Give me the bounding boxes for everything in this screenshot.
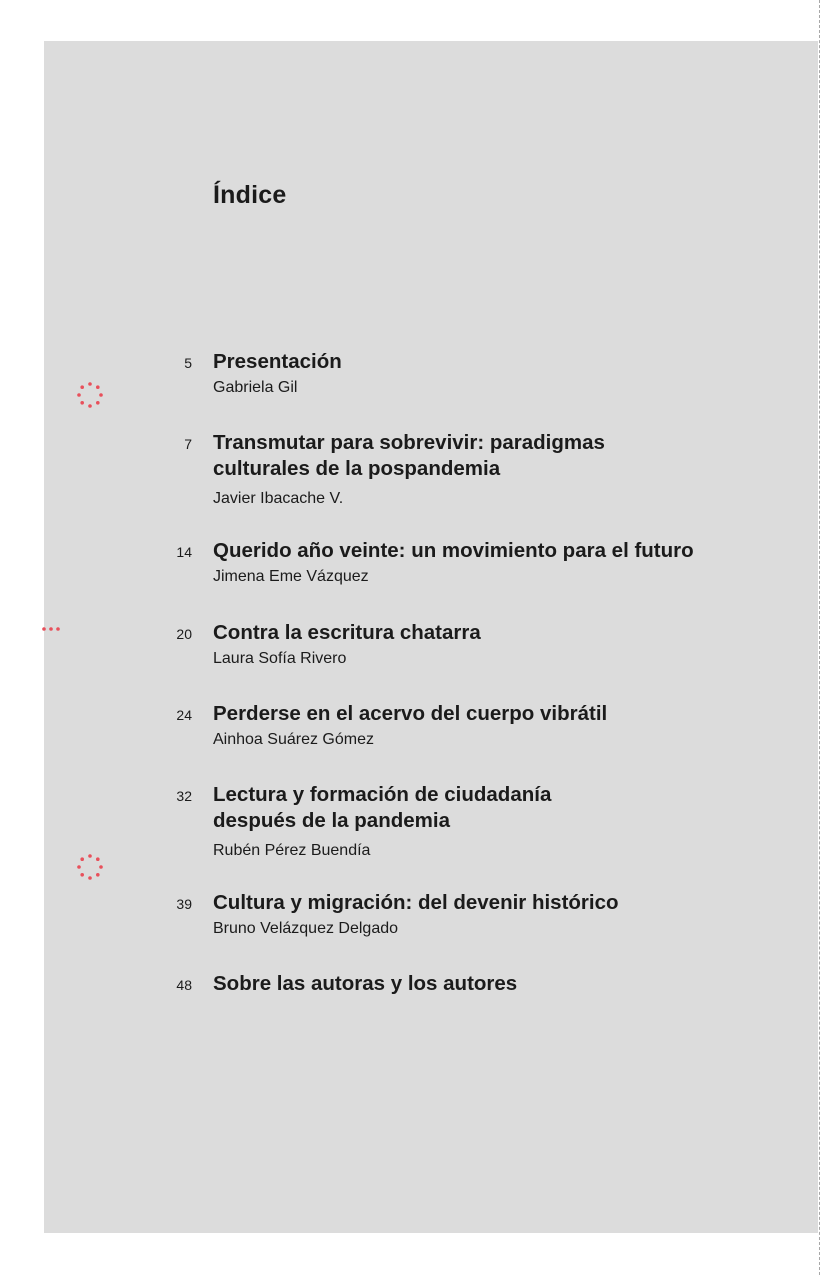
- toc-page-number: 24: [176, 707, 192, 723]
- toc-entry-title: [213, 620, 803, 646]
- toc-entry[interactable]: [44, 430, 818, 516]
- table-of-contents: [44, 41, 818, 1233]
- toc-page-number: 39: [176, 896, 192, 912]
- index-title: Índice: [213, 181, 287, 209]
- toc-entry-title-line: culturales de la pospandemia: [213, 457, 501, 480]
- page-trim-line: [819, 0, 820, 1275]
- toc-entry[interactable]: [44, 349, 818, 405]
- toc-entry[interactable]: [44, 971, 818, 1001]
- toc-entry[interactable]: [44, 782, 818, 868]
- toc-entry-author: Rubén Pérez Buendía: [213, 842, 371, 859]
- toc-entry[interactable]: [44, 620, 818, 676]
- toc-entry-author: Bruno Velázquez Delgado: [213, 920, 399, 937]
- toc-entry-title: [213, 782, 803, 834]
- toc-entry-title-line: Contra la escritura chatarra: [213, 621, 481, 644]
- toc-entry-title: [213, 701, 803, 727]
- toc-entry-title-line: Perderse en el acervo del cuerpo vibrátil: [213, 702, 608, 725]
- toc-entry[interactable]: [44, 890, 818, 946]
- toc-entry-title: [213, 890, 803, 916]
- toc-entry-author: Ainhoa Suárez Gómez: [213, 731, 374, 748]
- toc-entry-title: [213, 430, 803, 482]
- toc-entry-title-line: Presentación: [213, 350, 342, 373]
- dot-circle-ornament: [76, 853, 104, 881]
- toc-entry-title: [213, 538, 803, 564]
- toc-entry-title-line: Sobre las autoras y los autores: [213, 972, 518, 995]
- toc-entry[interactable]: [44, 701, 818, 757]
- toc-entry-author: Javier Ibacache V.: [213, 490, 344, 507]
- toc-entry-title-line: después de la pandemia: [213, 809, 450, 832]
- toc-entry-title-line: Cultura y migración: del devenir histórico: [213, 891, 619, 914]
- toc-entry[interactable]: [44, 538, 818, 594]
- toc-entry-author: Laura Sofía Rivero: [213, 650, 347, 667]
- toc-page-number: 20: [176, 626, 192, 642]
- toc-entry-title-line: Querido año veinte: un movimiento para el futuro: [213, 539, 694, 562]
- toc-page-number: 48: [176, 977, 192, 993]
- book-page: [44, 41, 818, 1233]
- toc-page-number: 32: [176, 788, 192, 804]
- toc-page-number: 14: [176, 544, 192, 560]
- toc-entry-author: Gabriela Gil: [213, 379, 298, 396]
- ellipsis-ornament: [40, 625, 64, 633]
- toc-page-number: 7: [184, 436, 192, 452]
- toc-page-number: 5: [184, 355, 192, 371]
- dot-circle-ornament: [76, 381, 104, 409]
- toc-entry-title-line: Transmutar para sobrevivir: paradigmas: [213, 431, 605, 454]
- toc-entry-title-line: Lectura y formación de ciudadanía: [213, 783, 552, 806]
- toc-entry-title: [213, 349, 803, 375]
- toc-entry-title: [213, 971, 803, 997]
- toc-entry-author: Jimena Eme Vázquez: [213, 568, 369, 585]
